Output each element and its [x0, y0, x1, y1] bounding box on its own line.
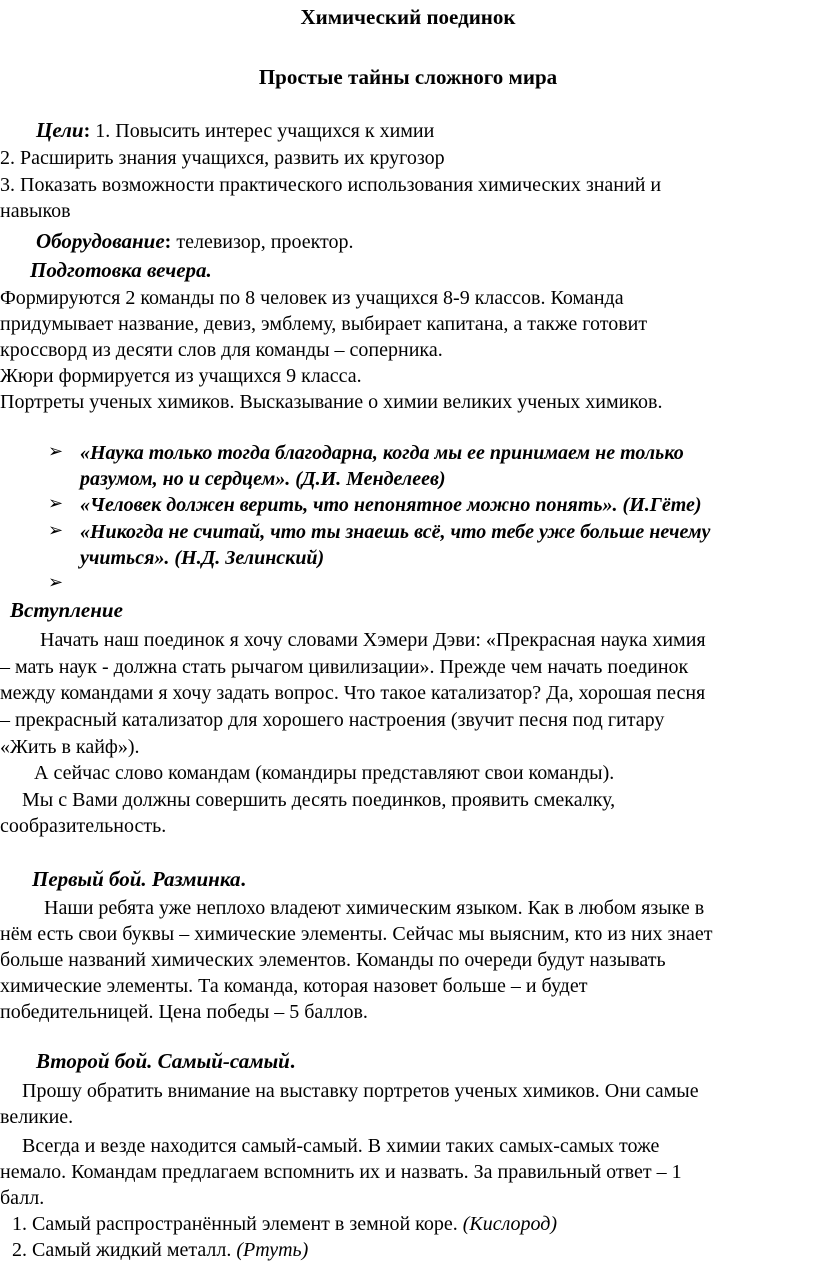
intro-line: – прекрасный катализатор для хорошего настроения (звучит песня под гитару — [0, 709, 665, 731]
preparation-line: Формируются 2 команды по 8 человек из учащихся 8-9 классов. Команда — [0, 287, 624, 309]
round2-heading: Второй бой. Самый-самый. — [36, 1049, 296, 1073]
quote-3-line1: «Никогда не считай, что ты знаешь всё, что тебе уже больше нечему — [80, 521, 711, 543]
round2-line: немало. Командам предлагаем вспомнить их и назвать. За правильный ответ – 1 — [0, 1161, 682, 1183]
round2-item: 2. Самый жидкий металл. (Ртуть) — [12, 1239, 309, 1261]
intro-line: А сейчас слово командам (командиры представляют свои команды). — [34, 762, 615, 784]
preparation-line: Жюри формируется из учащихся 9 класса. — [0, 365, 362, 387]
round2-line: балл. — [0, 1187, 45, 1209]
intro-line: между командами я хочу задать вопрос. Что такое катализатор? Да, хорошая песня — [0, 682, 706, 704]
round2-line: Всегда и везде находится самый-самый. В химии таких самых-самых тоже — [22, 1135, 660, 1157]
preparation-line: кроссворд из десяти слов для команды – соперника. — [0, 339, 443, 361]
bullet-arrow-icon: ➢ — [48, 441, 64, 462]
equipment-line — [36, 228, 354, 255]
round1-line: химические элементы. Та команда, которая назовет больше – и будет — [0, 975, 588, 997]
equipment-label: Оборудование — [36, 229, 165, 253]
round1-line: Наши ребята уже неплохо владеют химическим языком. Как в любом языке в — [44, 897, 705, 919]
bullet-arrow-icon: ➢ — [48, 493, 64, 514]
quote-3-line2: учиться». (Н.Д. Зелинский) — [80, 547, 325, 569]
quote-1-line2: разумом, но и сердцем». (Д.И. Менделеев) — [80, 468, 446, 490]
equipment-text: телевизор, проектор. — [171, 231, 354, 253]
round1-heading: Первый бой. Разминка. — [32, 867, 246, 891]
preparation-line: придумывает название, девиз, эмблему, выбирает капитана, а также готовит — [0, 313, 648, 335]
round1-line: нём есть свои буквы – химические элементы. Сейчас мы выясним, кто из них знает — [0, 923, 713, 945]
intro-line: Мы с Вами должны совершить десять поединков, проявить смекалку, — [22, 789, 616, 811]
page-subtitle: Простые тайны сложного мира — [258, 65, 558, 89]
goals-line — [36, 117, 434, 144]
round2-item: 1. Самый распространённый элемент в земной коре. (Кислород) — [12, 1213, 558, 1235]
equipment-colon: : — [164, 231, 172, 253]
intro-line: сообразительность. — [0, 815, 167, 837]
round2-line: великие. — [0, 1106, 74, 1128]
goals-item-2: 2. Расширить знания учащихся, развить их кругозор — [0, 147, 445, 169]
preparation-line: Портреты ученых химиков. Высказывание о химии великих ученых химиков. — [0, 391, 663, 413]
bullet-arrow-icon: ➢ — [48, 572, 64, 593]
page-title: Химический поединок — [300, 5, 516, 29]
preparation-heading: Подготовка вечера. — [30, 258, 212, 282]
round1-line: победительницей. Цена победы – 5 баллов. — [0, 1001, 368, 1023]
round2-line: Прошу обратить внимание на выставку портретов ученых химиков. Они самые — [22, 1080, 699, 1102]
goals-label: Цели — [36, 118, 84, 142]
goals-item-1: 1. Повысить интерес учащихся к химии — [90, 120, 435, 142]
goals-item-3-line2: навыков — [0, 200, 71, 222]
intro-heading: Вступление — [10, 598, 123, 622]
bullet-arrow-icon: ➢ — [48, 520, 64, 541]
intro-line: – мать наук - должна стать рычагом цивилизации». Прежде чем начать поединок — [0, 656, 689, 678]
goals-colon: : — [83, 120, 91, 142]
quote-1-line1: «Наука только тогда благодарна, когда мы ее принимаем не только — [80, 442, 684, 464]
quote-2: «Человек должен верить, что непонятное можно понять». (И.Гёте) — [80, 494, 702, 516]
goals-item-3-line1: 3. Показать возможности практического использования химических знаний и — [0, 174, 662, 196]
intro-line: Начать наш поединок я хочу словами Хэмери Дэви: «Прекрасная наука химия — [40, 629, 706, 651]
intro-line: «Жить в кайф»). — [0, 736, 140, 758]
round1-line: больше названий химических элементов. Команды по очереди будут называть — [0, 949, 666, 971]
